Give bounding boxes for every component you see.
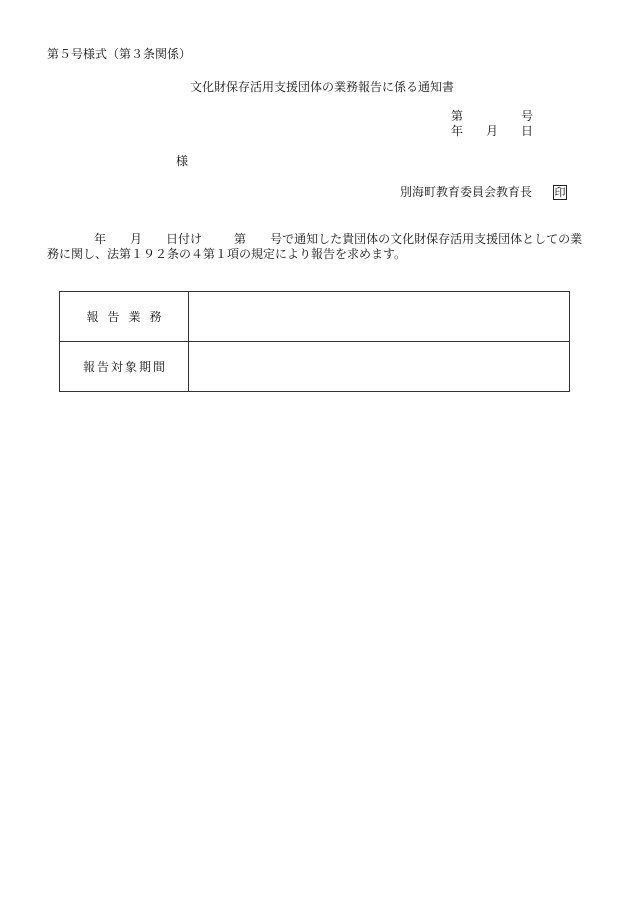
body-paragraph (47, 232, 589, 262)
addressee-honorific: 様 (176, 154, 189, 168)
document-number-suffix: 号 (521, 109, 534, 123)
body-month: 月 (130, 232, 143, 246)
report-business-label-cell (60, 292, 189, 342)
table-row (60, 292, 570, 342)
sender-name: 別海町教育委員会教育長 (400, 185, 533, 199)
document-title: 文化財保存活用支援団体の業務報告に係る通知書 (190, 80, 455, 94)
date-year: 年 (451, 124, 464, 138)
body-day-dated: 日付け (166, 232, 203, 246)
report-period-value[interactable] (189, 342, 570, 392)
report-table (59, 291, 570, 392)
report-period-label: 報告対象期間 (82, 360, 167, 374)
body-line-1-rest: 号で通知した貴団体の文化財保存活用支援団体としての業 (270, 232, 583, 246)
seal-mark: 印 (554, 186, 566, 199)
body-line-2: 務に関し、法第１９２条の４第１項の規定により報告を求めます。 (47, 247, 407, 261)
body-number-prefix: 第 (234, 232, 247, 246)
body-year: 年 (94, 232, 107, 246)
document-number-prefix: 第 (451, 109, 464, 123)
report-business-label: 報告業務 (86, 310, 171, 324)
body-line-1 (47, 232, 589, 247)
date-month: 月 (486, 124, 499, 138)
date-day: 日 (521, 124, 534, 138)
report-period-label-cell (60, 342, 189, 392)
report-business-value[interactable] (189, 292, 570, 342)
table-row (60, 342, 570, 392)
form-number: 第５号様式（第３条関係） (47, 47, 192, 61)
